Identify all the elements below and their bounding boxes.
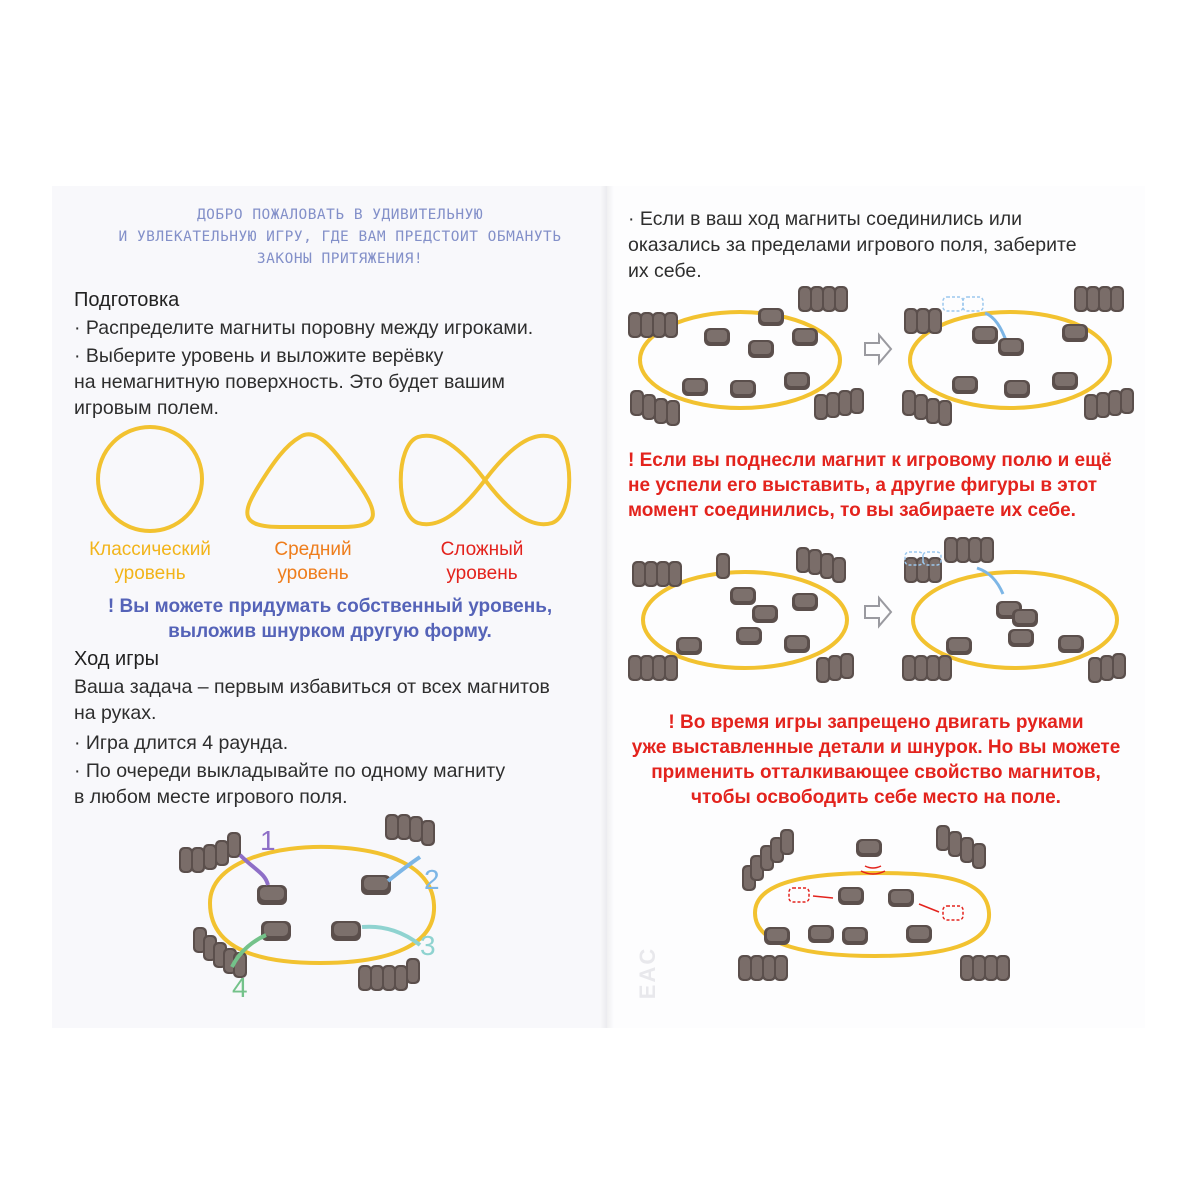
level-line: уровень [277, 563, 349, 584]
magnet-icon [682, 378, 708, 396]
magnet-stack-icon [814, 388, 864, 420]
magnet-icon [730, 380, 756, 398]
magnet-stack-icon [944, 537, 994, 563]
magnet-icon [704, 328, 730, 346]
level-hard-label [402, 538, 562, 586]
level-medium-label [233, 538, 393, 586]
magnet-stack-icon [628, 312, 678, 338]
warning-line: ! Если вы поднесли магнит к игровому полю и ещё [628, 450, 1112, 471]
magnet-stack-icon [936, 825, 986, 869]
magnet-stack-icon [904, 308, 942, 334]
arrow-icon [362, 927, 420, 945]
text-line: их себе. [628, 260, 702, 282]
magnet-icon [888, 889, 914, 907]
rule-collect [628, 206, 1077, 284]
level-line: уровень [446, 563, 518, 584]
warning-line: применить отталкивающее свойство магнитов, [651, 762, 1101, 783]
step-number: 3 [420, 930, 436, 961]
magnet-icon [972, 326, 998, 344]
magnet-icon [676, 637, 702, 655]
magnet-icon [784, 372, 810, 390]
warning-line: чтобы освободить себе место на поле. [691, 787, 1061, 808]
magnet-stack-icon [632, 561, 682, 587]
rounds-text: · Игра длится 4 раунда. [74, 732, 289, 754]
magnet-icon [842, 927, 868, 945]
prep-item-distribute: · Распределите магниты поровну между игроками. [74, 317, 534, 339]
magnet-icon [838, 887, 864, 905]
text-line: · Выберите уровень и выложите верёвку [74, 345, 444, 367]
text-line: Ваша задача – первым избавиться от всех магнитов [74, 676, 550, 698]
text-line: игровым полем. [74, 397, 219, 419]
rope-field-icon [210, 847, 434, 963]
welcome-line: И УВЛЕКАТЕЛЬНУЮ ИГРУ, ГДЕ ВАМ ПРЕДСТОИТ ОБМАНУТЬ [118, 229, 562, 245]
step-number: 4 [232, 972, 248, 1003]
magnet-stack-icon [1084, 388, 1134, 420]
text-line: · По очереди выкладывайте по одному магниту [74, 760, 506, 782]
magnet-icon [1058, 635, 1084, 653]
level-line: уровень [114, 563, 186, 584]
magnet-stack-icon [798, 286, 848, 312]
step-number: 2 [424, 864, 440, 895]
magnet-icon [361, 875, 391, 895]
warning-line: ! Во время игры запрещено двигать руками [668, 712, 1084, 733]
prep-heading: Подготовка [74, 289, 180, 311]
magnet-icon [261, 921, 291, 941]
note-line: выложив шнурком другую форму. [168, 621, 492, 642]
warning-approach [628, 448, 1112, 523]
magnet-icon [752, 605, 778, 623]
magnet-icon [998, 338, 1024, 356]
booklet-spine [600, 186, 614, 1028]
text-line: на немагнитную поверхность. Это будет вашим [74, 371, 505, 393]
step-number: 1 [260, 825, 276, 856]
warning-line: не успели его выставить, а другие фигуры в этот [628, 475, 1098, 496]
ghost-magnet-icon [943, 297, 963, 311]
collect-illustration-row1 [625, 285, 1145, 425]
text-line: на руках. [74, 702, 157, 724]
magnet-stack-icon [358, 958, 420, 991]
arrow-icon [813, 896, 833, 898]
repel-illustration [735, 818, 1015, 1003]
magnet-icon [758, 308, 784, 326]
next-arrow-icon [865, 598, 891, 626]
magnet-icon [1012, 609, 1038, 627]
magnet-stack-icon [960, 955, 1010, 981]
magnet-icon [716, 553, 730, 579]
custom-level-note [60, 594, 600, 644]
arrow-icon [240, 855, 268, 885]
magnet-stack-icon [796, 547, 846, 583]
magnet-icon [1052, 372, 1078, 390]
level-line: Классический [89, 539, 211, 560]
magnet-icon [906, 925, 932, 943]
eac-mark-icon: EAC [635, 946, 661, 1000]
magnet-icon [331, 921, 361, 941]
magnet-icon [856, 839, 882, 857]
rope-field-icon [755, 873, 989, 956]
rope-infinity-icon [401, 436, 570, 524]
magnet-icon [1008, 629, 1034, 647]
welcome-banner [80, 204, 600, 270]
level-line: Средний [274, 539, 352, 560]
welcome-line: ЗАКОНЫ ПРИТЯЖЕНИЯ! [256, 251, 424, 267]
rope-triangle-icon [247, 434, 373, 527]
ghost-magnet-icon [943, 906, 963, 920]
text-line: в любом месте игрового поля. [74, 786, 348, 808]
magnet-icon [952, 376, 978, 394]
magnet-icon [808, 925, 834, 943]
level-shapes [90, 425, 570, 535]
magnet-stack-icon [628, 655, 678, 681]
turn-text [74, 758, 505, 810]
magnet-stack-icon [1088, 653, 1126, 683]
magnet-icon [764, 927, 790, 945]
warning-line: уже выставленные детали и шнурок. Но вы можете [631, 737, 1121, 758]
magnet-icon [730, 587, 756, 605]
ghost-magnet-icon [963, 297, 983, 311]
magnet-icon [792, 328, 818, 346]
warning-line: момент соединились, то вы забираете их себе. [628, 500, 1076, 521]
magnet-icon [1004, 380, 1030, 398]
rope-circle-icon [98, 427, 202, 531]
level-line: Сложный [440, 539, 524, 560]
arrow-icon [919, 904, 939, 912]
note-line: ! Вы можете придумать собственный уровень, [107, 596, 553, 617]
magnet-stack-icon [902, 655, 952, 681]
welcome-line: ДОБРО ПОЖАЛОВАТЬ В УДИВИТЕЛЬНУЮ [196, 207, 484, 223]
magnet-stack-icon [385, 814, 435, 846]
text-line: оказались за пределами игрового поля, заберите [628, 234, 1077, 256]
magnet-icon [736, 627, 762, 645]
next-arrow-icon [865, 335, 891, 363]
magnet-icon [784, 635, 810, 653]
magnet-icon [946, 637, 972, 655]
magnet-icon [748, 340, 774, 358]
magnet-stack-icon [816, 653, 854, 683]
magnet-stack-icon [738, 955, 788, 981]
magnet-icon [257, 885, 287, 905]
magnet-icon [1062, 324, 1088, 342]
turn-order-illustration [170, 815, 450, 1003]
warning-no-hands [612, 710, 1140, 810]
magnet-stack-icon [1074, 286, 1124, 312]
prep-item-level [74, 343, 505, 421]
magnet-icon [792, 593, 818, 611]
collect-illustration-row2 [625, 540, 1145, 685]
vibration-icon [865, 866, 881, 868]
task-text [74, 674, 550, 726]
text-line: · Если в ваш ход магниты соединились или [628, 208, 1023, 230]
ghost-magnet-icon [789, 888, 809, 902]
level-classic-label [70, 538, 230, 586]
play-heading: Ход игры [74, 648, 159, 670]
